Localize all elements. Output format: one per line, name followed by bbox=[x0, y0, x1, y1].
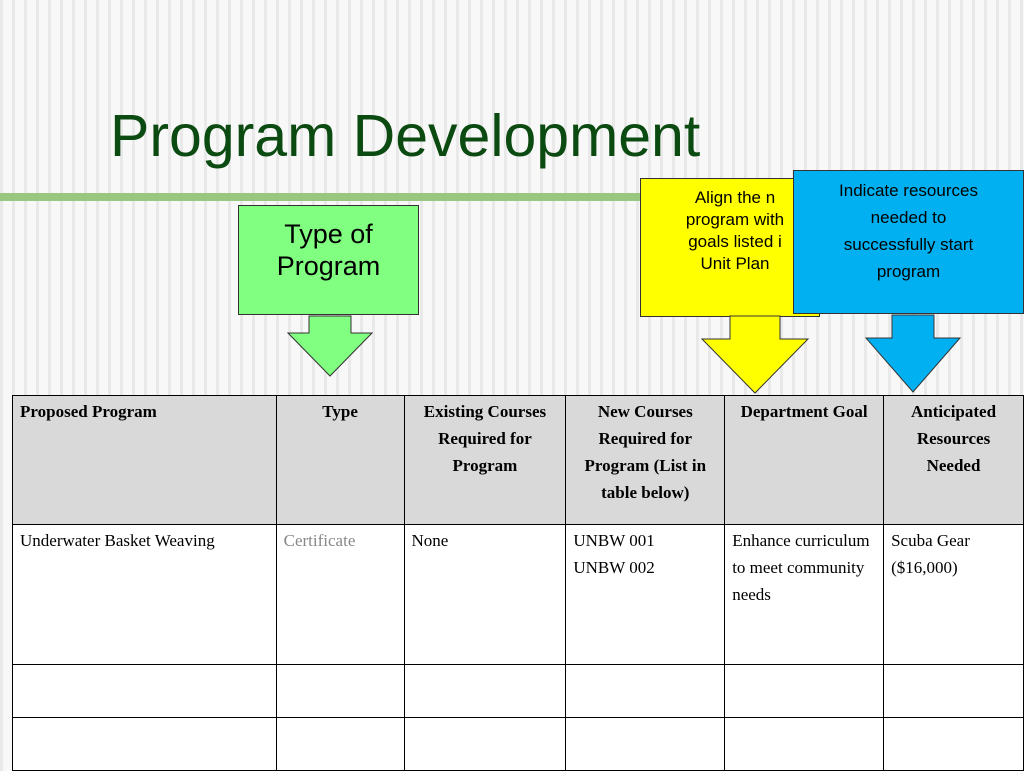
cell-type: Certificate bbox=[276, 525, 404, 665]
header-type: Type bbox=[276, 396, 404, 525]
yellow-down-arrow-icon bbox=[700, 315, 810, 395]
header-department-goal: Department Goal bbox=[725, 396, 884, 525]
table-header-row bbox=[13, 396, 1024, 525]
resources-callout bbox=[793, 170, 1024, 314]
header-proposed-program: Proposed Program bbox=[13, 396, 277, 525]
table-row-empty bbox=[13, 718, 1024, 771]
empty-cell bbox=[404, 665, 566, 718]
cell-department-goal: Enhance curriculum to meet community needs bbox=[725, 525, 884, 665]
cell-new-courses bbox=[566, 525, 725, 665]
course-code: UNBW 001 bbox=[573, 531, 655, 550]
empty-cell bbox=[13, 665, 277, 718]
empty-cell bbox=[725, 718, 884, 771]
empty-cell bbox=[884, 665, 1024, 718]
callout-text-line: program with bbox=[685, 210, 785, 229]
empty-cell bbox=[276, 718, 404, 771]
program-development-table bbox=[12, 395, 1024, 771]
empty-cell bbox=[566, 665, 725, 718]
table-row-empty bbox=[13, 665, 1024, 718]
callout-text-line: Unit Plan bbox=[700, 254, 770, 273]
blue-down-arrow-icon bbox=[864, 314, 962, 394]
table-row bbox=[13, 525, 1024, 665]
callout-text-line: Type of bbox=[284, 219, 373, 249]
callout-text-line: Indicate resources bbox=[839, 181, 978, 200]
callout-text-line: Program bbox=[276, 251, 381, 281]
callout-text-line: needed to bbox=[870, 208, 947, 227]
cell-proposed-program: Underwater Basket Weaving bbox=[13, 525, 277, 665]
slide-title: Program Development bbox=[110, 103, 701, 169]
cell-anticipated-resources: Scuba Gear ($16,000) bbox=[884, 525, 1024, 665]
green-down-arrow-icon bbox=[287, 315, 373, 377]
empty-cell bbox=[884, 718, 1024, 771]
callout-text-line: Align the n bbox=[694, 188, 776, 207]
course-code: UNBW 002 bbox=[573, 558, 655, 577]
callout-text-line: goals listed i bbox=[688, 232, 782, 251]
type-of-program-callout bbox=[238, 205, 419, 315]
callout-text-line: successfully start bbox=[843, 235, 974, 254]
empty-cell bbox=[404, 718, 566, 771]
header-anticipated-resources: Anticipated Resources Needed bbox=[884, 396, 1024, 525]
empty-cell bbox=[13, 718, 277, 771]
empty-cell bbox=[276, 665, 404, 718]
empty-cell bbox=[566, 718, 725, 771]
callout-text-line: program bbox=[876, 262, 941, 281]
cell-existing-courses: None bbox=[404, 525, 566, 665]
header-new-courses: New Courses Required for Program (List in table below) bbox=[566, 396, 725, 525]
empty-cell bbox=[725, 665, 884, 718]
header-existing-courses: Existing Courses Required for Program bbox=[404, 396, 566, 525]
